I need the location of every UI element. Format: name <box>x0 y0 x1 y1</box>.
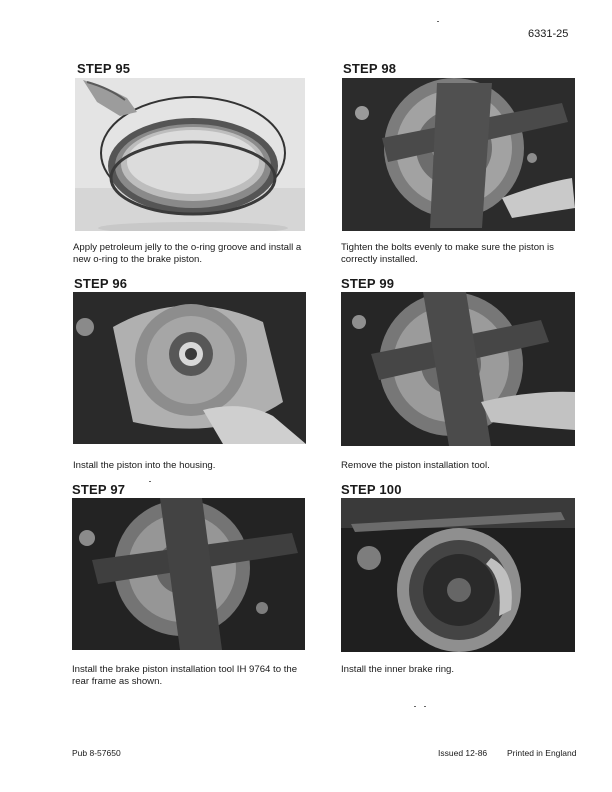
step-99-title: STEP 99 <box>341 276 395 291</box>
step-98-title: STEP 98 <box>343 61 397 76</box>
printed-location: Printed in England <box>507 748 577 758</box>
step-97-title: STEP 97 <box>72 482 126 497</box>
step-98-caption: Tighten the bolts evenly to make sure the piston is correctly installed. <box>341 242 554 265</box>
issue-date: Issued 12-86 <box>438 748 488 758</box>
step-96-photo <box>73 292 306 444</box>
step-97-photo <box>72 498 305 650</box>
step-96-caption: Install the piston into the housing. <box>73 460 216 471</box>
step-97-caption: Install the brake piston installation tool IH 9764 to the rear frame as shown. <box>72 664 298 687</box>
step-95-photo <box>75 78 305 231</box>
step-95-caption: Apply petroleum jelly to the o-ring groove and install a new o-ring to the brake piston. <box>73 242 302 265</box>
step-95-title: STEP 95 <box>77 61 131 76</box>
publication-number: Pub 8-57650 <box>72 748 121 758</box>
print-speck <box>424 706 426 707</box>
print-speck <box>414 706 416 707</box>
step-100-title: STEP 100 <box>341 482 402 497</box>
step-96-title: STEP 96 <box>74 276 128 291</box>
step-99-photo <box>341 292 575 446</box>
step-100-photo <box>341 498 575 652</box>
print-speck <box>437 21 439 22</box>
step-99-caption: Remove the piston installation tool. <box>341 460 490 471</box>
step-98-photo <box>342 78 575 231</box>
step-100-caption: Install the inner brake ring. <box>341 664 455 675</box>
print-speck <box>149 481 151 482</box>
page-number: 6331-25 <box>528 28 569 40</box>
